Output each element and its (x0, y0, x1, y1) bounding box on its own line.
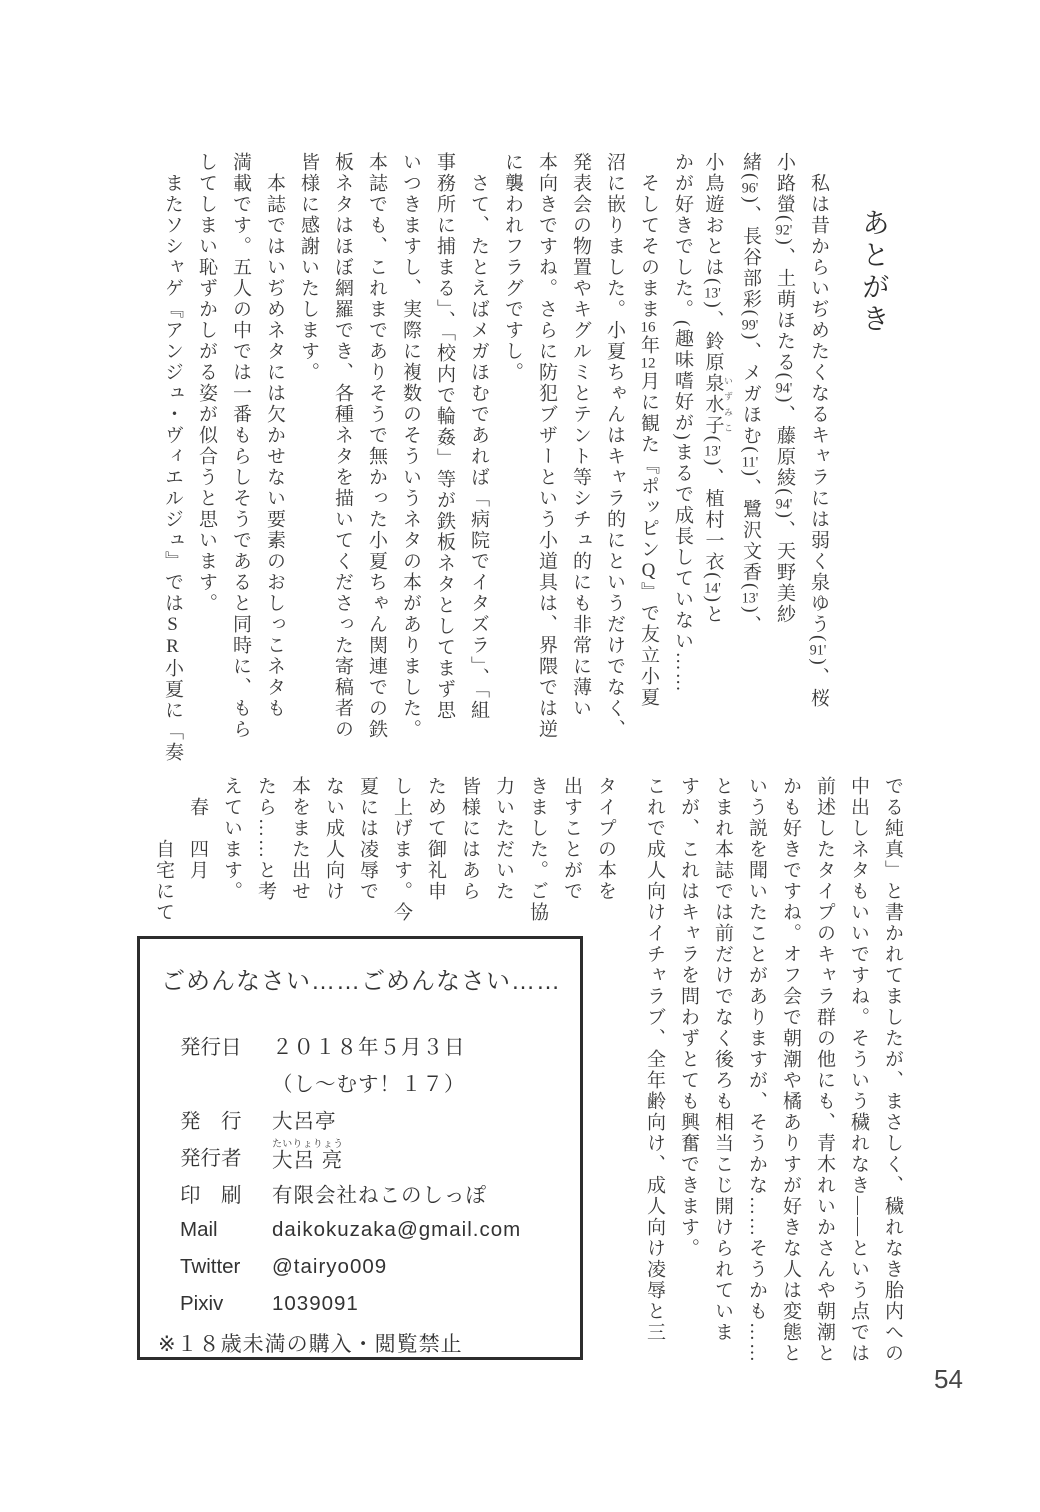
text-column: 私は昔からいぢめたくなるキャラには弱く泉ゆう(91')、桜 (808, 152, 829, 709)
text-column: 本をまた出せ (289, 776, 310, 902)
page-number: 54 (934, 1364, 963, 1394)
signature-column: 自宅にて (153, 776, 174, 923)
colophon-row-publisher-person (180, 1137, 580, 1174)
colophon-label: 発行日 (180, 1035, 242, 1059)
text-column: 皆様に感謝いたします。 (298, 152, 319, 383)
text-column: えています。 (221, 776, 242, 902)
text-column: 沼に嵌りました。小夏ちゃんはキャラ的にというだけでなく、 (604, 152, 625, 740)
text-column: とまれ本誌では前だけでなく後ろも相当こじ開けられていま (712, 776, 733, 1343)
colophon-value: （し～むす！１７） (272, 1072, 466, 1096)
text-column: 力いただいた (493, 776, 514, 902)
colophon-label: Mail (180, 1217, 218, 1241)
text-column: 発表会の物置やキグルミとテント等シチュ的にも非常に薄い (570, 152, 591, 719)
colophon-headline: ごめんなさい……ごめんなさい…… (161, 968, 561, 995)
colophon-value: @tairyo009 (272, 1254, 388, 1278)
text-column: 皆様にはあら (459, 776, 480, 902)
text-column: ない成人向け (323, 776, 344, 902)
text-column: これで成人向けイチャラブ、全年齢向け、成人向け凌辱と三 (644, 776, 665, 1343)
colophon-value: 大呂 亮たいりょりょう (272, 1138, 344, 1172)
colophon-label: Twitter (180, 1254, 241, 1278)
text-column: タイプの本を (595, 776, 616, 902)
text-column: たら……と考 (255, 776, 276, 902)
text-column: さて、たとえばメガほむであれば「病院でイタズラ」、「組 (468, 152, 489, 721)
colophon-label: Pixiv (180, 1291, 224, 1315)
page-title: あとがき (858, 208, 889, 336)
text-column: いつきますし、実際に複数のそういうネタの本がありました。 (400, 152, 421, 740)
text-column: 本誌ではいぢめネタには欠かせない要素のおしっこネタも (264, 152, 285, 719)
colophon-row-twitter (180, 1248, 580, 1285)
afterword-bottom-short-columns (146, 776, 622, 932)
text-column: し上げます。今 (391, 776, 412, 923)
text-column: でる純真」と書かれてましたが、まさしく、穢れなき胎内への (882, 776, 903, 1364)
afterword-bottom-long-columns (637, 776, 909, 1364)
colophon-row-event (180, 1063, 580, 1100)
text-column: 前述したタイプのキャラ群の他にも、青木れいかさんや朝潮と (814, 776, 835, 1364)
colophon-value: 大呂亭 (272, 1109, 337, 1133)
text-column: 中出しネタもいいですね。そういう穢れなき――という点では (848, 776, 869, 1364)
colophon-label: 印 刷 (180, 1183, 242, 1207)
text-column: そしてそのまま16年12月に観た『ポッピンQ』で友立小夏 (638, 152, 659, 708)
text-column: 本誌でも、これまでありそうで無かった小夏ちゃん関連での鉄 (366, 152, 387, 740)
text-column: 小鳥遊おとは(13')、鈴原泉水子 いずみこ(13')、植村一衣(14')と (702, 152, 733, 625)
text-column: 満載です。五人の中では一番もらしそうであると同時に、もら (230, 152, 251, 740)
colophon-value: daikokuzaka@gmail.com (272, 1217, 522, 1241)
text-column: すが、これはキャラを問わずとても興奮できます。 (678, 776, 699, 1259)
signature-column: 春 四月 (187, 776, 208, 881)
age-restriction-notice: ※１８歳未満の購入・閲覧禁止 (158, 1333, 463, 1356)
text-column: 出すことがで (561, 776, 582, 902)
colophon-row-publication-date (180, 1026, 580, 1063)
colophon-box (137, 936, 583, 1360)
colophon-row-pixiv (180, 1285, 580, 1322)
text-column: きました。ご協 (527, 776, 548, 923)
text-column: に襲われフラグですし。 (502, 152, 523, 383)
afterword-top-block (155, 152, 909, 774)
text-column: かも好きですね。オフ会で朝潮や橘ありすが好きな人は変態と (780, 776, 801, 1364)
colophon-row-publisher-circle (180, 1100, 580, 1137)
text-column: 小路螢(92')、土萌ほたる(94')、藤原綾(94')、天野美紗 (774, 152, 795, 625)
text-column: いう説を聞いたことがありますが、そうかな……そうかも…… (746, 776, 767, 1364)
colophon-row-mail (180, 1211, 580, 1248)
text-column: してしまい恥ずかしがる姿が似合うと思います。 (196, 152, 217, 614)
colophon-label: 発 行 (180, 1109, 242, 1133)
colophon-rows (180, 1026, 580, 1322)
colophon-value: ２０１８年５月３日 (272, 1035, 466, 1059)
text-column: またソシャゲ『アンジュ・ヴィエルジュ』ではSR小夏に「奏 (162, 152, 183, 763)
text-column: 板ネタはほぼ網羅でき、各種ネタを描いてくださった寄稿者の (332, 152, 353, 740)
colophon-row-printer (180, 1174, 580, 1211)
text-column: 本向きですね。さらに防犯ブザーという小道具は、界隈では逆 (536, 152, 557, 740)
text-column: 事務所に捕まる」、「校内で輪姦」等が鉄板ネタとしてまず思 (434, 152, 455, 721)
text-column: 夏には凌辱で (357, 776, 378, 902)
colophon-value: 1039091 (272, 1291, 359, 1315)
colophon-label: 発行者 (180, 1146, 242, 1170)
text-column: 緒(96')、長谷部彩(99')、メガほむ(11')、鷺沢文香(13')、 (740, 152, 761, 636)
colophon-value: 有限会社ねこのしっぽ (272, 1183, 487, 1207)
text-column: ためて御礼申 (425, 776, 446, 902)
text-column: かが好きでした。(趣味嗜好が)まるで成長していない…… (672, 152, 693, 694)
